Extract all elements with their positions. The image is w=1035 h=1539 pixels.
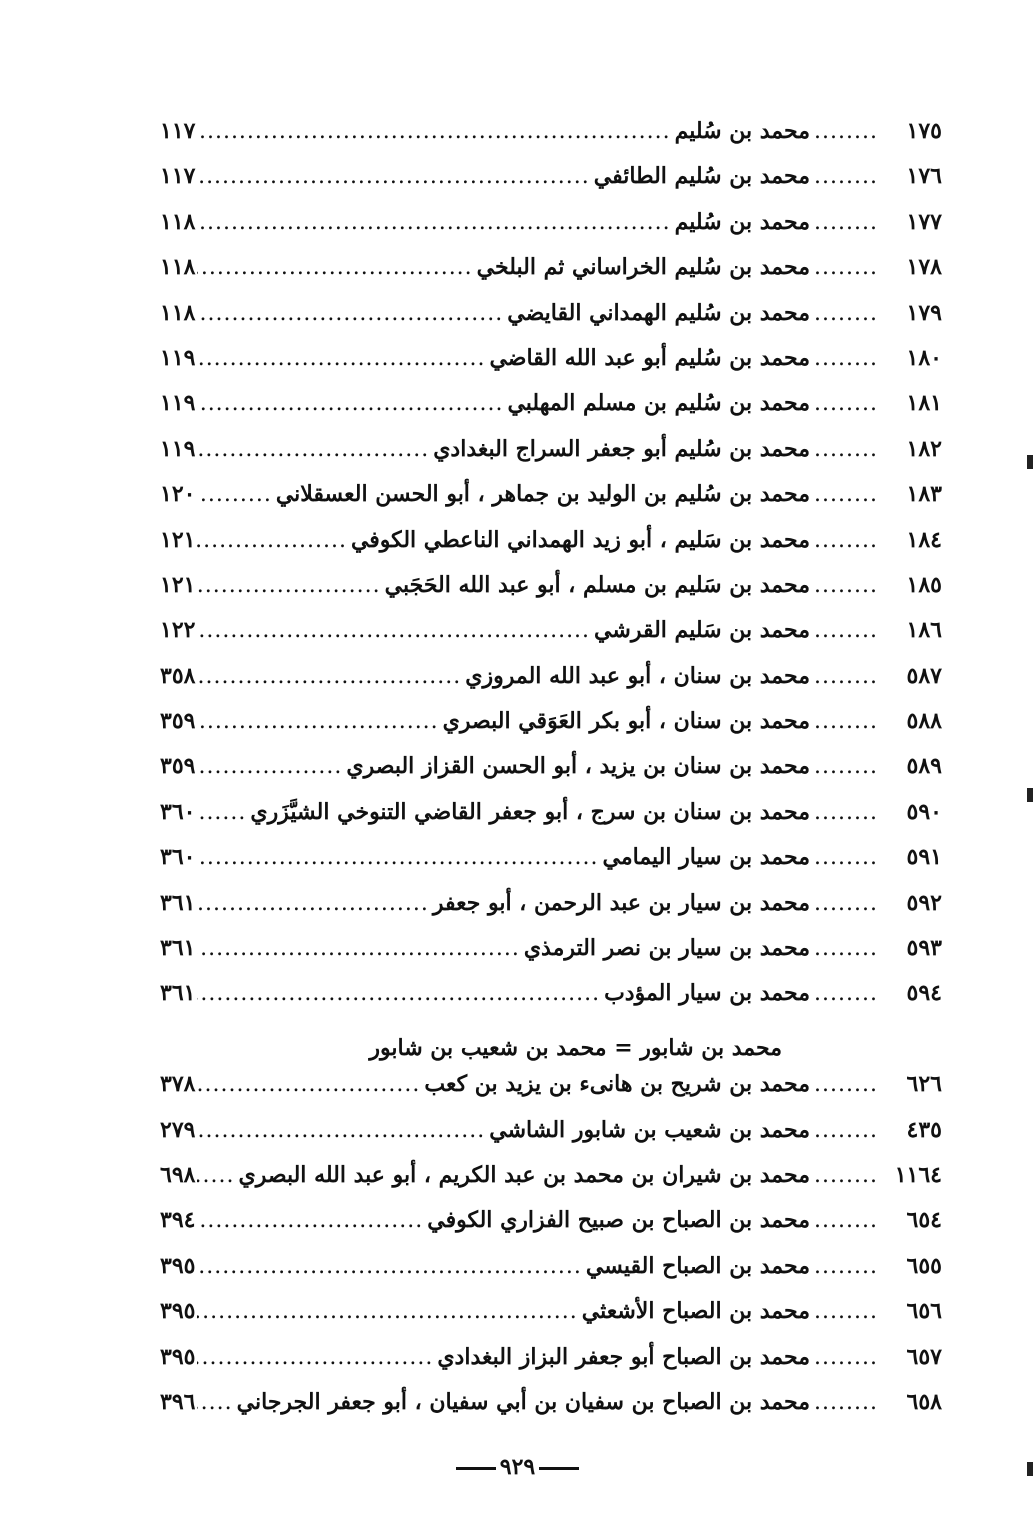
entry-page: ٣٦١ (160, 889, 196, 916)
dot-leader (197, 346, 485, 371)
scan-mark (1027, 455, 1033, 469)
dot-leader (197, 164, 589, 189)
entry-name: محمد بن سُليم (674, 208, 810, 235)
entry-number: ١٨٣ (906, 481, 942, 508)
entry-name: محمد بن سنان ، أبو بكر العَوَقي البصري (442, 708, 810, 735)
entry-number: ٥٩٤ (906, 980, 942, 1007)
index-entry (160, 572, 942, 617)
index-entry (160, 753, 942, 798)
entry-number: ١٧٥ (906, 118, 942, 144)
entry-page: ٢٧٩ (160, 1116, 196, 1143)
entry-page: ٣٦١ (160, 980, 196, 1007)
index-entry (160, 708, 942, 753)
entry-page: ١١٨ (160, 254, 196, 281)
dot-leader (197, 1072, 420, 1097)
entry-page: ٣٩٦ (160, 1388, 196, 1415)
entry-page: ٣٩٥ (160, 1298, 196, 1325)
entry-name: محمد بن سيار المؤدب (604, 980, 810, 1007)
entry-name: محمد بن سُليم الخراساني ثم البلخي (476, 254, 810, 281)
entry-name: محمد بن سُليم الهمداني القايضي (507, 299, 810, 326)
entry-leader: ........ (814, 754, 878, 780)
entry-page: ١١٩ (160, 435, 196, 462)
dot-leader (197, 1345, 433, 1370)
entry-number: ١٧٨ (906, 254, 942, 281)
entry-number: ٤٣٥ (906, 1116, 942, 1143)
index-entry (160, 481, 942, 526)
dot-leader (197, 981, 600, 1006)
entry-name: محمد بن سنان بن سرج ، أبو جعفر القاضي التنوخي الشيَّزَري (250, 798, 810, 825)
entry-page: ٣٥٨ (160, 662, 196, 689)
dot-leader (197, 800, 246, 825)
dot-leader (197, 255, 472, 280)
index-entry (160, 254, 942, 299)
dot-leader (197, 709, 438, 734)
entry-leader: ........ (814, 255, 878, 281)
index-entry (160, 390, 942, 435)
entry-number: ١٨٠ (906, 344, 942, 371)
entry-leader: ........ (814, 1208, 878, 1234)
entry-number: ١٨٥ (906, 571, 942, 598)
entry-leader: ........ (814, 436, 878, 462)
scan-mark (1027, 1462, 1033, 1476)
entry-page: ٣٩٥ (160, 1252, 196, 1279)
entry-leader: ........ (814, 936, 878, 962)
entry-page: ١٢٢ (160, 617, 196, 644)
dot-leader (197, 754, 342, 779)
entry-page: ٣٦٠ (160, 844, 196, 871)
entry-page: ٣٩٥ (160, 1343, 196, 1370)
index-entry (160, 844, 942, 889)
dot-leader (197, 437, 429, 462)
entry-leader: ........ (814, 663, 878, 689)
entry-number: ٦٥٦ (906, 1298, 942, 1325)
entry-number: ٦٢٦ (906, 1071, 942, 1098)
entry-name: محمد بن سيار اليمامي (602, 844, 810, 871)
entry-page: ١١٧ (160, 163, 196, 190)
index-entry (160, 300, 942, 345)
entry-leader: ........ (814, 1344, 878, 1370)
entry-page: ١١٨ (160, 299, 196, 326)
entry-name: محمد بن سيار بن عبد الرحمن ، أبو جعفر (432, 889, 810, 916)
entry-leader: ........ (814, 1117, 878, 1143)
dot-leader (197, 1390, 232, 1415)
dot-leader (197, 210, 670, 235)
entry-leader: ........ (814, 572, 878, 598)
index-list (160, 118, 942, 1434)
index-entry (160, 663, 942, 708)
entry-leader: ........ (814, 527, 878, 553)
entry-leader: ........ (814, 345, 878, 371)
entry-leader: ........ (814, 890, 878, 916)
entry-number: ٥٩٠ (906, 798, 942, 825)
entry-page: ٣٦١ (160, 935, 196, 962)
index-entry (160, 1071, 942, 1116)
entry-leader: ........ (814, 1389, 878, 1415)
index-entry (160, 617, 942, 662)
entry-name: محمد بن الصباح الأشعثي (581, 1298, 810, 1325)
entry-number: ١٨١ (906, 390, 942, 417)
entry-number: ٦٥٥ (906, 1252, 942, 1279)
dot-leader (197, 1118, 485, 1143)
entry-leader: ........ (814, 1299, 878, 1325)
entry-name: محمد بن شريح بن هانىء بن يزيد بن كعب (424, 1071, 810, 1098)
entry-leader: ........ (814, 799, 878, 825)
index-entry (160, 1117, 942, 1162)
index-entry (160, 1162, 942, 1207)
dot-leader (197, 301, 503, 326)
entry-page: ١٢١ (160, 526, 196, 553)
entry-number: ٥٩٣ (906, 935, 942, 962)
entry-name: محمد بن سُليم أبو جعفر السراج البغدادي (433, 435, 810, 462)
entry-number: ٥٨٨ (906, 708, 942, 735)
index-entry (160, 980, 942, 1025)
entry-name: محمد بن سنان بن يزيد ، أبو الحسن القزاز البصري (346, 753, 810, 780)
entry-page: ٦٩٨ (160, 1161, 196, 1188)
entry-page: ١١٧ (160, 118, 196, 144)
dot-leader (197, 618, 590, 643)
entry-leader: ........ (814, 482, 878, 508)
entry-leader: ........ (814, 164, 878, 190)
entry-leader: ........ (814, 209, 878, 235)
entry-leader: ........ (814, 1162, 878, 1188)
page-number: ٩٢٩ (499, 1454, 536, 1480)
entry-name: محمد بن سُليم بن مسلم المهلبي (507, 390, 810, 417)
entry-number: ١٨٢ (906, 435, 942, 462)
index-entry (160, 1207, 942, 1252)
dot-leader (197, 664, 461, 689)
entry-page: ٣٥٩ (160, 753, 196, 780)
entry-number: ١٧٩ (906, 299, 942, 326)
index-entry (160, 1344, 942, 1389)
entry-page: ١٢١ (160, 571, 196, 598)
dot-leader (197, 891, 428, 916)
entry-number: ١٧٦ (906, 163, 942, 190)
entry-leader: ........ (814, 1253, 878, 1279)
dot-leader (197, 528, 347, 553)
entry-name: محمد بن سَليم بن مسلم ، أبو عبد الله الحَجَبي (384, 571, 810, 598)
entry-name: محمد بن شعيب بن شابور الشاشي (489, 1116, 810, 1143)
index-entry (160, 935, 942, 980)
footer-dash (456, 1467, 496, 1470)
dot-leader (197, 1163, 234, 1188)
entry-name: محمد بن سَليم ، أبو زيد الهمداني الناعطي الكوفي (350, 526, 810, 553)
entry-name: محمد بن الصباح القيسي (585, 1252, 810, 1279)
dot-leader (197, 119, 670, 144)
index-entry (160, 799, 942, 844)
index-entry (160, 1253, 942, 1298)
entry-number: ١٨٤ (906, 526, 942, 553)
entry-number: ٦٥٨ (906, 1388, 942, 1415)
entry-page: ١١٨ (160, 208, 196, 235)
entry-leader: ........ (814, 981, 878, 1007)
entry-name: محمد بن الصباح بن صبيح الفزاري الكوفي (427, 1207, 810, 1234)
index-entry (160, 890, 942, 935)
index-entry (160, 345, 942, 390)
footer-dash (539, 1467, 579, 1470)
dot-leader (197, 573, 380, 598)
entry-name: محمد بن سُليم بن الوليد بن جماهر ، أبو الحسن العسقلاني (275, 481, 810, 508)
entries-block-a (160, 118, 942, 1026)
entry-number: ١٧٧ (906, 208, 942, 235)
dot-leader (197, 1299, 577, 1324)
entry-number: ١٨٦ (906, 617, 942, 644)
entry-leader: ........ (814, 709, 878, 735)
entry-name: محمد بن سُليم الطائفي (593, 163, 810, 190)
entry-number: ٥٩٢ (906, 889, 942, 916)
entry-page: ٣٦٠ (160, 798, 196, 825)
entry-name: محمد بن سُليم (674, 118, 810, 144)
entry-name: محمد بن الصباح بن سفيان بن أبي سفيان ، أبو جعفر الجرجاني (236, 1388, 810, 1415)
entry-page: ١١٩ (160, 390, 196, 417)
scan-mark (1027, 788, 1033, 802)
entry-number: ٥٩١ (906, 844, 942, 871)
index-entry (160, 163, 942, 208)
index-entry (160, 118, 942, 163)
entry-leader: ........ (814, 845, 878, 871)
dot-leader (197, 1208, 423, 1233)
entry-name: محمد بن شيران بن محمد بن عبد الكريم ، أبو عبد الله البصري (238, 1161, 810, 1188)
entry-number: ١١٦٤ (894, 1161, 942, 1188)
dot-leader (197, 482, 271, 507)
page-footer (0, 1454, 1035, 1480)
index-entry (160, 436, 942, 481)
entry-leader: ........ (814, 300, 878, 326)
entry-name: محمد بن سَليم القرشي (594, 617, 810, 644)
entry-page: ١١٩ (160, 344, 196, 371)
entry-page: ١٢٠ (160, 481, 196, 508)
entries-block-b (160, 1071, 942, 1434)
entry-name: محمد بن الصباح أبو جعفر البزاز البغدادي (437, 1343, 810, 1370)
entry-leader: ........ (814, 119, 878, 144)
entry-page: ٣٩٤ (160, 1207, 196, 1234)
index-entry (160, 209, 942, 254)
entry-number: ٦٥٤ (906, 1207, 942, 1234)
entry-number: ٦٥٧ (906, 1343, 942, 1370)
index-entry (160, 527, 942, 572)
entry-number: ٥٨٧ (906, 662, 942, 689)
entry-name: محمد بن سيار بن نصر الترمذي (523, 935, 810, 962)
entry-number: ٥٨٩ (906, 753, 942, 780)
entry-leader: ........ (814, 618, 878, 644)
cross-reference: محمد بن شابور = محمد بن شعيب بن شابور (369, 1034, 782, 1061)
entry-leader: ........ (814, 391, 878, 417)
index-entry (160, 1389, 942, 1434)
dot-leader (197, 845, 598, 870)
entry-name: محمد بن سُليم أبو عبد الله القاضي (489, 344, 810, 371)
dot-leader (197, 1254, 581, 1279)
entry-page: ٣٥٩ (160, 708, 196, 735)
entry-page: ٣٧٨ (160, 1071, 196, 1098)
index-entry (160, 1298, 942, 1343)
entry-leader: ........ (814, 1072, 878, 1098)
entry-name: محمد بن سنان ، أبو عبد الله المروزي (465, 662, 810, 689)
dot-leader (197, 391, 503, 416)
dot-leader (197, 936, 519, 961)
